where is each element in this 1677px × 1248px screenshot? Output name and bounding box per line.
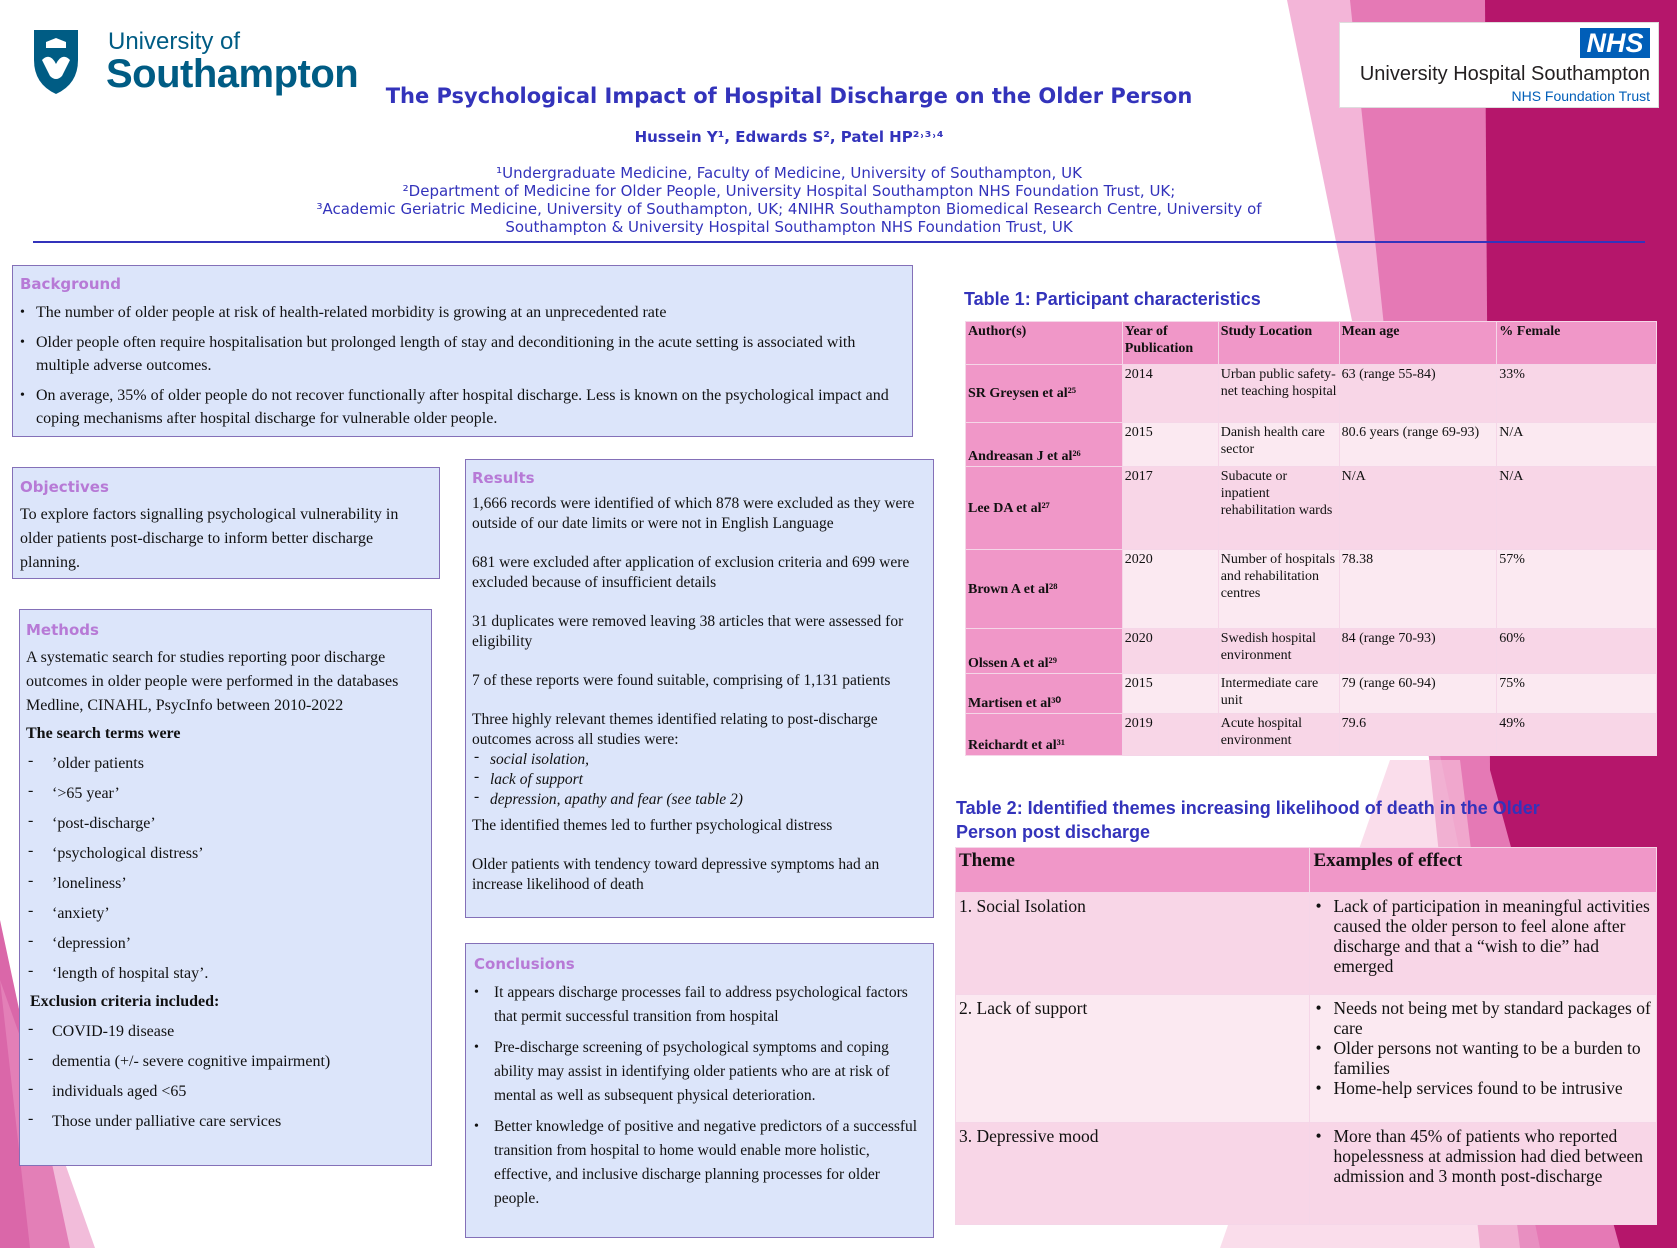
location-cell: Number of hospitals and rehabilitation centres xyxy=(1218,550,1339,629)
results-paragraph: The identified themes led to further psychological distress xyxy=(472,817,833,834)
theme-cell: 1. Social Isolation xyxy=(956,893,1310,995)
section-heading: Methods xyxy=(26,621,99,639)
list-item: • Needs not being met by standard packages of care xyxy=(1313,998,1653,1038)
female-cell: 57% xyxy=(1497,550,1657,629)
table2-caption: Table 2: Identified themes increasing likelihood of death in the Older Person post discharge xyxy=(956,798,1540,842)
themes-table xyxy=(955,847,1657,1225)
year-cell: 2020 xyxy=(1122,629,1218,674)
list-item: • On average, 35% of older people do not recover functionally after hospital discharge. Less is known on the psychological impact and coping mechanisms after hospital discharge for vulnerable older people. xyxy=(20,384,905,430)
table-row xyxy=(956,995,1657,1123)
list-item: - ‘anxiety’ xyxy=(26,902,425,926)
list-item: - ‘depression’ xyxy=(26,932,425,956)
affiliation-line: ¹Undergraduate Medicine, Faculty of Medicine, University of Southampton, UK xyxy=(496,164,1082,182)
table-row xyxy=(966,365,1657,423)
table-row xyxy=(966,674,1657,714)
list-item: - ‘post-discharge’ xyxy=(26,812,425,836)
objectives-section xyxy=(12,467,440,579)
list-item: - social isolation, xyxy=(472,750,927,770)
header-divider xyxy=(33,241,1645,243)
results-paragraph: 681 were excluded after application of exclusion criteria and 699 were excluded because of insufficient details xyxy=(472,554,910,591)
list-item: - ‘psychological distress’ xyxy=(26,842,425,866)
year-cell: 2014 xyxy=(1122,365,1218,423)
conclusions-list xyxy=(474,981,925,1211)
column-header: Theme xyxy=(956,848,1310,893)
effects-list xyxy=(1313,998,1653,1098)
affiliations xyxy=(290,164,1288,236)
list-item: - ’loneliness’ xyxy=(26,872,425,896)
university-of-southampton-logo xyxy=(30,26,359,100)
themes-list xyxy=(472,750,927,810)
effects-cell xyxy=(1310,1123,1657,1225)
age-cell: 80.6 years (range 69-93) xyxy=(1339,423,1497,467)
list-item: - depression, apathy and fear (see table 2) xyxy=(472,790,927,810)
participant-characteristics-table xyxy=(965,321,1657,756)
author-cell: Olssen A et al²⁹ xyxy=(966,629,1123,674)
uos-logo-line2: Southampton xyxy=(106,52,359,96)
list-item: • It appears discharge processes fail to address psychological factors that permit successful transition from hospital xyxy=(474,981,925,1029)
author-cell: Brown A et al²⁸ xyxy=(966,550,1123,629)
theme-cell: 2. Lack of support xyxy=(956,995,1310,1123)
search-terms-heading: The search terms were xyxy=(26,725,181,742)
results-paragraph: Three highly relevant themes identified relating to post-discharge outcomes across all studies were: xyxy=(472,711,878,748)
table-row xyxy=(966,550,1657,629)
list-item: • The number of older people at risk of health-related morbidity is growing at an unprecedented rate xyxy=(20,301,905,324)
table-row xyxy=(966,467,1657,550)
location-cell: Danish health care sector xyxy=(1218,423,1339,467)
age-cell: 63 (range 55-84) xyxy=(1339,365,1497,423)
column-header: Year of Publication xyxy=(1122,322,1218,365)
year-cell: 2015 xyxy=(1122,674,1218,714)
results-paragraph: Older patients with tendency toward depressive symptoms had an increase likelihood of death xyxy=(472,856,880,893)
nhs-badge: NHS xyxy=(1580,28,1650,58)
list-item: • Pre-discharge screening of psychological symptoms and coping ability may assist in identifying older patients who are at risk of mental as well as subsequent physical deterioration. xyxy=(474,1036,925,1108)
list-item: • Lack of participation in meaningful activities caused the older person to feel alone after discharge and that a “wish to die” had emerged xyxy=(1313,896,1653,976)
table-row xyxy=(966,714,1657,756)
list-item: - COVID-19 disease xyxy=(26,1020,425,1044)
uhs-trust: NHS Foundation Trust xyxy=(1511,88,1650,104)
effects-cell xyxy=(1310,995,1657,1123)
background-list xyxy=(20,301,905,430)
conclusions-section xyxy=(465,943,934,1238)
crest-icon xyxy=(32,26,80,96)
table-row xyxy=(956,893,1657,995)
list-item: • Older people often require hospitalisation but prolonged length of stay and deconditioning in the acute setting is associated with multiple adverse outcomes. xyxy=(20,331,905,377)
female-cell: 60% xyxy=(1497,629,1657,674)
uhs-name: University Hospital Southampton xyxy=(1359,63,1650,85)
background-section xyxy=(12,265,913,437)
list-item: - Those under palliative care services xyxy=(26,1110,425,1134)
location-cell: Subacute or inpatient rehabilitation wards xyxy=(1218,467,1339,550)
list-item: - ‘>65 year’ xyxy=(26,782,425,806)
author-cell: Reichardt et al³¹ xyxy=(966,714,1123,756)
results-paragraph: 7 of these reports were found suitable, comprising of 1,131 patients xyxy=(472,672,891,689)
authors: Hussein Y¹, Edwards S², Patel HP²˒³˒⁴ xyxy=(634,128,944,146)
objectives-text: To explore factors signalling psychological vulnerability in older patients post-discharge to inform better discharge planning. xyxy=(20,506,399,571)
section-heading: Background xyxy=(20,275,121,293)
author-cell: SR Greysen et al²⁵ xyxy=(966,365,1123,423)
table-header-row xyxy=(956,848,1657,893)
author-cell: Andreasan J et al²⁶ xyxy=(966,423,1123,467)
theme-cell: 3. Depressive mood xyxy=(956,1123,1310,1225)
results-paragraph: 31 duplicates were removed leaving 38 articles that were assessed for eligibility xyxy=(472,613,904,650)
affiliation-line: ³Academic Geriatric Medicine, University of Southampton, UK; 4NIHR Southampton Biomedical Research Centre, University of xyxy=(316,200,1262,218)
column-header: Mean age xyxy=(1339,322,1497,365)
location-cell: Swedish hospital environment xyxy=(1218,629,1339,674)
methods-section xyxy=(19,609,432,1166)
affiliation-line: Southampton & University Hospital Southampton NHS Foundation Trust, UK xyxy=(505,218,1073,236)
author-cell: Lee DA et al²⁷ xyxy=(966,467,1123,550)
column-header: Study Location xyxy=(1218,322,1339,365)
results-section xyxy=(465,459,934,918)
uos-logo-line1: University of xyxy=(108,28,241,55)
age-cell: 79.6 xyxy=(1339,714,1497,756)
year-cell: 2015 xyxy=(1122,423,1218,467)
year-cell: 2020 xyxy=(1122,550,1218,629)
effects-cell xyxy=(1310,893,1657,995)
list-item: - dementia (+/- severe cognitive impairment) xyxy=(26,1050,425,1074)
column-header: Author(s) xyxy=(966,322,1123,365)
age-cell: 84 (range 70-93) xyxy=(1339,629,1497,674)
table-header-row xyxy=(966,322,1657,365)
exclusion-list xyxy=(26,1020,425,1134)
location-cell: Intermediate care unit xyxy=(1218,674,1339,714)
list-item: • Better knowledge of positive and negative predictors of a successful transition from hospital to home would enable more holistic, effective, and inclusive discharge planning processes for older people. xyxy=(474,1115,925,1211)
section-heading: Objectives xyxy=(20,478,109,496)
table1-caption: Table 1: Participant characteristics xyxy=(964,289,1261,309)
table-row xyxy=(966,423,1657,467)
author-cell: Martisen et al³⁰ xyxy=(966,674,1123,714)
age-cell: 78.38 xyxy=(1339,550,1497,629)
results-paragraph: 1,666 records were identified of which 878 were excluded as they were outside of our date limits or were not in English Language xyxy=(472,495,915,532)
age-cell: N/A xyxy=(1339,467,1497,550)
methods-intro: A systematic search for studies reporting poor discharge outcomes in older people were performed in the databases Medline, CINAHL, PsycInfo between 2010-2022 xyxy=(26,649,399,714)
exclusion-heading: Exclusion criteria included: xyxy=(30,993,220,1010)
list-item: - individuals aged <65 xyxy=(26,1080,425,1104)
location-cell: Urban public safety-net teaching hospital xyxy=(1218,365,1339,423)
female-cell: 33% xyxy=(1497,365,1657,423)
search-terms-list xyxy=(26,752,425,986)
female-cell: N/A xyxy=(1497,423,1657,467)
female-cell: 49% xyxy=(1497,714,1657,756)
female-cell: N/A xyxy=(1497,467,1657,550)
column-header: Examples of effect xyxy=(1310,848,1657,893)
table-row xyxy=(966,629,1657,674)
effects-list xyxy=(1313,896,1653,976)
list-item: • More than 45% of patients who reported hopelessness at admission had died between admission and 3 month post-discharge xyxy=(1313,1126,1653,1186)
uhs-nhs-logo xyxy=(1339,22,1659,108)
column-header: % Female xyxy=(1497,322,1657,365)
effects-list xyxy=(1313,1126,1653,1186)
section-heading: Results xyxy=(472,469,535,487)
list-item: - lack of support xyxy=(472,770,927,790)
year-cell: 2017 xyxy=(1122,467,1218,550)
table-row xyxy=(956,1123,1657,1225)
age-cell: 79 (range 60-94) xyxy=(1339,674,1497,714)
female-cell: 75% xyxy=(1497,674,1657,714)
section-heading: Conclusions xyxy=(474,955,575,973)
poster-title: The Psychological Impact of Hospital Discharge on the Older Person xyxy=(385,84,1193,108)
affiliation-line: ²Department of Medicine for Older People, University Hospital Southampton NHS Foundation Trust, UK; xyxy=(402,182,1176,200)
list-item: - ’older patients xyxy=(26,752,425,776)
location-cell: Acute hospital environment xyxy=(1218,714,1339,756)
list-item: • Home-help services found to be intrusive xyxy=(1313,1078,1653,1098)
year-cell: 2019 xyxy=(1122,714,1218,756)
list-item: - ‘length of hospital stay’. xyxy=(26,962,425,986)
list-item: • Older persons not wanting to be a burden to families xyxy=(1313,1038,1653,1078)
